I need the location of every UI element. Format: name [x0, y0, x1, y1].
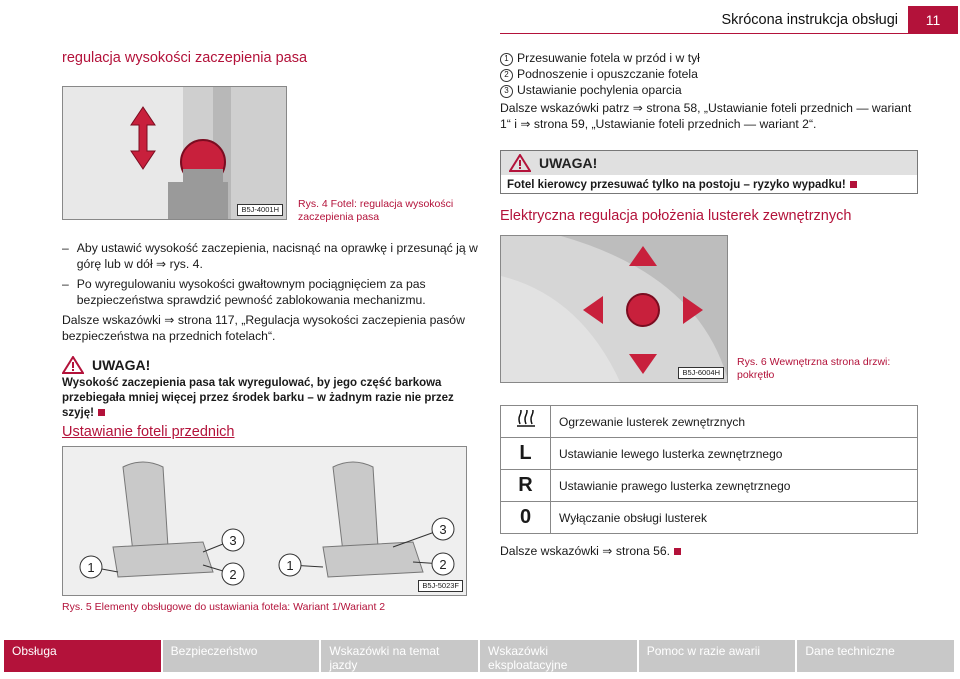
callout-label: 1 [286, 558, 294, 573]
left-mirror-symbol: L [501, 438, 551, 470]
warning-text: Fotel kierowcy przesuwać tylko na postoju – ryzyko wypadku! [501, 175, 917, 196]
end-marker [98, 409, 105, 416]
figure-belt-height [62, 86, 287, 220]
list-item-text: Po wyregulowaniu wysokości gwałtownym pociągnięciem za pas bezpieczeństwa sprawdzić pewność zablokowania mechanizmu. [76, 277, 426, 307]
warning-box [500, 150, 918, 194]
callout-label: 2 [229, 567, 237, 582]
warning-icon [509, 154, 531, 172]
table-row [501, 406, 918, 438]
footer-nav [4, 640, 956, 672]
list-item: 3 Ustawianie pochylenia oparcia [500, 82, 920, 98]
figure-caption-4: Rys. 4 Fotel: regulacja wysokości zaczepienia pasa [298, 198, 454, 223]
end-marker [674, 548, 681, 555]
table-row [501, 470, 918, 502]
section-heading-mirrors: Elektryczna regulacja położenia lusterek zewnętrznych [500, 208, 852, 224]
table-row [501, 502, 918, 534]
list-item: 1 Przesuwanie fotela w przód i w tył [500, 50, 920, 66]
figure-code: B5J-5023F [418, 580, 463, 592]
list-item: – Po wyregulowaniu wysokości gwałtownym pociągnięciem za pas bezpieczeństwa sprawdzić pewność zablokowania mechanizmu. [62, 276, 482, 308]
warning-text: Wysokość zaczepienia pasa tak wyregulować, by jego część barkowa przebiegała mniej więcej przez środek barku – w żadnym razie nie przez szyję! [62, 377, 454, 419]
table-cell: Ogrzewanie lusterek zewnętrznych [551, 406, 918, 438]
callout-label: 1 [87, 560, 95, 575]
footer-tab-dane[interactable]: Dane techniczne [797, 640, 956, 672]
header-rule [500, 33, 908, 34]
footer-tab-obsluga[interactable]: Obsługa [4, 640, 163, 672]
table-cell: Ustawianie prawego lusterka zewnętrznego [551, 470, 918, 502]
figure-code: B5J-4001H [237, 204, 283, 216]
list-item: 2 Podnoszenie i opuszczanie fotela [500, 66, 920, 82]
figure-mirror-knob [500, 235, 728, 383]
footer-tab-jazda[interactable]: Wskazówki na temat jazdy [321, 640, 480, 672]
callout-label: 3 [439, 522, 447, 537]
controls-list [500, 50, 920, 132]
page-number: 11 [908, 6, 958, 34]
table-cell: Wyłączanie obsługi lusterek [551, 502, 918, 534]
figure-code: B5J-6004H [678, 367, 724, 379]
further-info: Dalsze wskazówki patrz ⇒ strona 58, „Ustawianie foteli przednich — wariant 1“ i ⇒ strona 59, „Ustawianie foteli przednich — wariant 2“. [500, 101, 912, 131]
heating-icon [501, 406, 551, 438]
header-title: Skrócona instrukcja obsługi [721, 12, 898, 28]
right-mirror-symbol: R [501, 470, 551, 502]
figure-caption-5: Rys. 5 Elementy obsługowe do ustawiania fotela: Wariant 1/Wariant 2 [62, 601, 386, 613]
seat-illustration [63, 447, 467, 596]
further-info: Dalsze wskazówki ⇒ strona 56. [500, 543, 681, 559]
warning-title: UWAGA! [539, 155, 598, 171]
callout-label: 3 [229, 533, 237, 548]
further-info: Dalsze wskazówki ⇒ strona 117, „Regulacja wysokości zaczepienia pasów bezpieczeństwa na przednich fotelach“. [62, 313, 465, 343]
table-cell: Ustawianie lewego lusterka zewnętrznego [551, 438, 918, 470]
warning-header [501, 151, 917, 175]
warning-title: UWAGA! [92, 357, 151, 373]
warning-header [62, 354, 482, 376]
footer-tab-bezpieczenstwo[interactable]: Bezpieczeństwo [163, 640, 322, 672]
door-illustration [501, 236, 728, 383]
instruction-list [62, 240, 482, 308]
footer-tab-awaria[interactable]: Pomoc w razie awarii [639, 640, 798, 672]
list-item: – Aby ustawić wysokość zaczepienia, nacisnąć na oprawkę i przesunąć ją w górę lub w dół ⇒ rys. 4. [62, 240, 482, 272]
figure-caption-6: Rys. 6 Wewnętrzna strona drzwi: pokrętło [737, 356, 891, 381]
belt-illustration [63, 87, 287, 220]
section-heading-seats: Ustawianie foteli przednich [62, 424, 235, 440]
list-item-text: Aby ustawić wysokość zaczepienia, nacisnąć na oprawkę i przesunąć ją w górę lub w dół ⇒ rys. 4. [76, 241, 478, 271]
end-marker [850, 181, 857, 188]
off-symbol: 0 [501, 502, 551, 534]
callout-label: 2 [439, 557, 447, 572]
warning-icon [62, 356, 84, 374]
footer-tab-eksploatacja[interactable]: Wskazówki eksploatacyjne [480, 640, 639, 672]
mirror-controls-table [500, 405, 918, 534]
section-heading-belt: regulacja wysokości zaczepienia pasa [62, 50, 308, 66]
figure-seat-controls [62, 446, 467, 596]
warning-box [62, 354, 482, 419]
table-row [501, 438, 918, 470]
